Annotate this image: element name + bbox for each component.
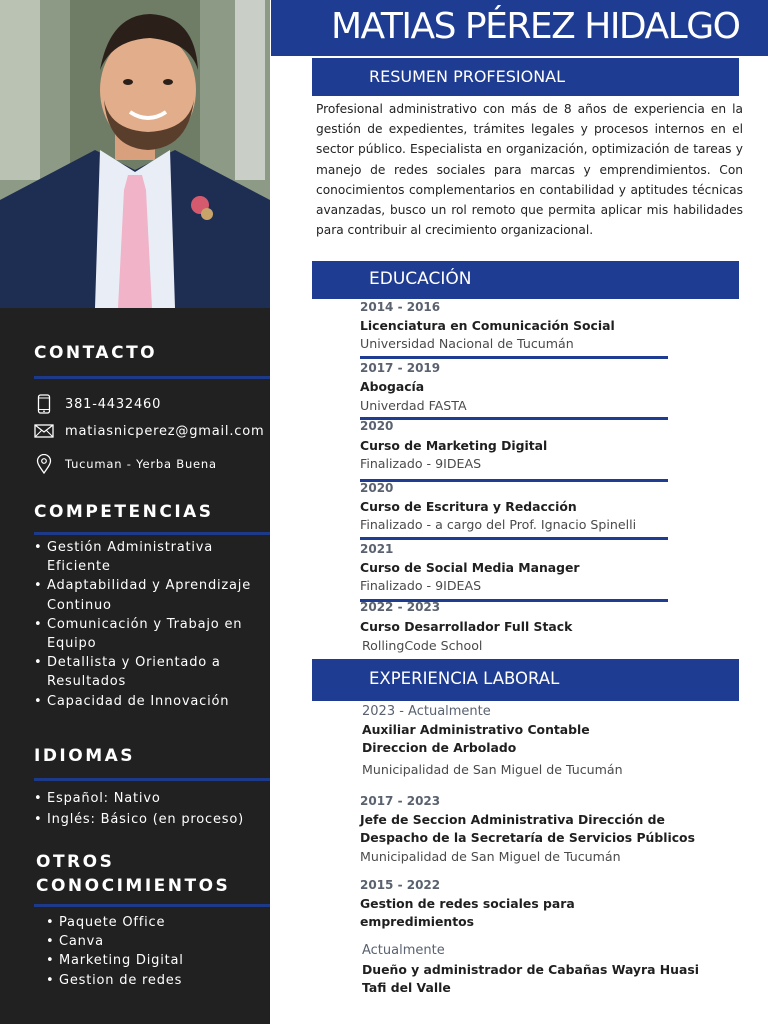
education-place: Univerdad FASTA — [360, 398, 467, 413]
skills-list — [30, 538, 255, 711]
other-knowledge-title: OTROS CONOCIMIENTOS — [36, 852, 231, 896]
education-title: Curso de Marketing Digital — [360, 438, 548, 453]
contact-title: CONTACTO — [34, 343, 158, 363]
education-years: 2020 — [360, 419, 394, 433]
education-years: 2014 - 2016 — [360, 300, 441, 314]
experience-role-line2: Tafi del Valle — [362, 980, 451, 995]
experience-role: Gestion de redes sociales para — [360, 896, 575, 911]
education-divider — [360, 356, 668, 359]
list-item: • Gestion de redes — [42, 971, 262, 990]
education-place: Universidad Nacional de Tucumán — [360, 336, 574, 351]
contact-phone — [34, 394, 161, 414]
languages-divider — [34, 778, 270, 781]
list-item: • Comunicación y Trabajo en Equipo — [30, 615, 255, 653]
education-years: 2022 - 2023 — [360, 600, 441, 614]
experience-role-line2: empredimientos — [360, 914, 475, 929]
education-divider — [360, 537, 668, 540]
contact-email — [34, 421, 264, 441]
education-divider — [360, 417, 668, 420]
profile-photo — [0, 0, 270, 308]
education-divider — [360, 479, 668, 482]
mail-icon — [34, 421, 54, 441]
education-title: Curso de Social Media Manager — [360, 560, 580, 575]
list-item: • Inglés: Básico (en proceso) — [30, 809, 266, 830]
list-item: • Detallista y Orientado a Resultados — [30, 653, 255, 691]
list-item: • Marketing Digital — [42, 951, 262, 970]
education-title: Curso Desarrollador Full Stack — [360, 619, 573, 634]
languages-title: IDIOMAS — [34, 746, 136, 766]
summary-title: RESUMEN PROFESIONAL — [369, 67, 566, 86]
experience-years: Actualmente — [362, 943, 445, 958]
experience-role-line2: Direccion de Arbolado — [362, 740, 517, 755]
skills-title: COMPETENCIAS — [34, 502, 214, 522]
location-text: Tucuman - Yerba Buena — [65, 457, 217, 471]
education-title: EDUCACIÓN — [369, 269, 472, 289]
page-title: MATIAS PÉREZ HIDALGO — [331, 6, 740, 47]
other-knowledge-divider — [34, 904, 270, 907]
education-place: Finalizado - a cargo del Prof. Ignacio Spinelli — [360, 517, 637, 532]
experience-years: 2017 - 2023 — [360, 794, 441, 808]
education-years: 2021 — [360, 542, 394, 556]
education-years: 2020 — [360, 481, 394, 495]
experience-role-line2: Despacho de la Secretaría de Servicios Públicos — [360, 830, 695, 845]
languages-list — [30, 788, 266, 830]
list-item: • Canva — [42, 932, 262, 951]
education-title: Licenciatura en Comunicación Social — [360, 318, 615, 333]
education-place: Finalizado - 9IDEAS — [360, 578, 482, 593]
experience-role: Auxiliar Administrativo Contable — [362, 722, 590, 737]
education-years: 2017 - 2019 — [360, 361, 441, 375]
education-place: Finalizado - 9IDEAS — [360, 456, 482, 471]
experience-title: EXPERIENCIA LABORAL — [369, 669, 560, 688]
summary-text: Profesional administrativo con más de 8 años de experiencia en la gestión de expedientes, trámites legales y procesos internos en el sector público. Especialista en organización, optimización de tareas y manejo de redes sociales para marcas y emprendimientos. Con conocimientos complementarios en contabilidad y aptitudes técnicas avanzadas, busco un rol remoto que permita aplicar mis habilidades para contribuir al crecimiento organizacional. — [316, 102, 743, 238]
education-place: RollingCode School — [362, 638, 483, 653]
list-item: • Gestión Administrativa Eficiente — [30, 538, 255, 576]
experience-place: Municipalidad de San Miguel de Tucumán — [362, 762, 623, 777]
location-pin-icon — [34, 454, 54, 474]
education-title: Curso de Escritura y Redacción — [360, 499, 577, 514]
experience-place: Municipalidad de San Miguel de Tucumán — [360, 849, 621, 864]
list-item: • Capacidad de Innovación — [30, 692, 255, 711]
list-item: • Español: Nativo — [30, 788, 266, 809]
experience-role: Jefe de Seccion Administrativa Dirección de — [360, 812, 665, 827]
list-item: • Paquete Office — [42, 913, 262, 932]
experience-role: Dueño y administrador de Cabañas Wayra Huasi — [362, 962, 699, 977]
phone-text[interactable]: 381-4432460 — [65, 396, 162, 412]
list-item: • Adaptabilidad y Aprendizaje Continuo — [30, 576, 255, 614]
phone-icon — [34, 394, 54, 414]
experience-years: 2015 - 2022 — [360, 878, 441, 892]
contact-location — [34, 454, 217, 474]
sidebar — [0, 0, 270, 1024]
experience-years: 2023 - Actualmente — [362, 704, 491, 719]
skills-divider — [34, 532, 270, 535]
education-title: Abogacía — [360, 379, 425, 394]
email-text[interactable]: matiasnicperez@gmail.com — [65, 423, 265, 439]
contact-divider — [34, 376, 270, 379]
other-knowledge-list — [42, 913, 262, 990]
